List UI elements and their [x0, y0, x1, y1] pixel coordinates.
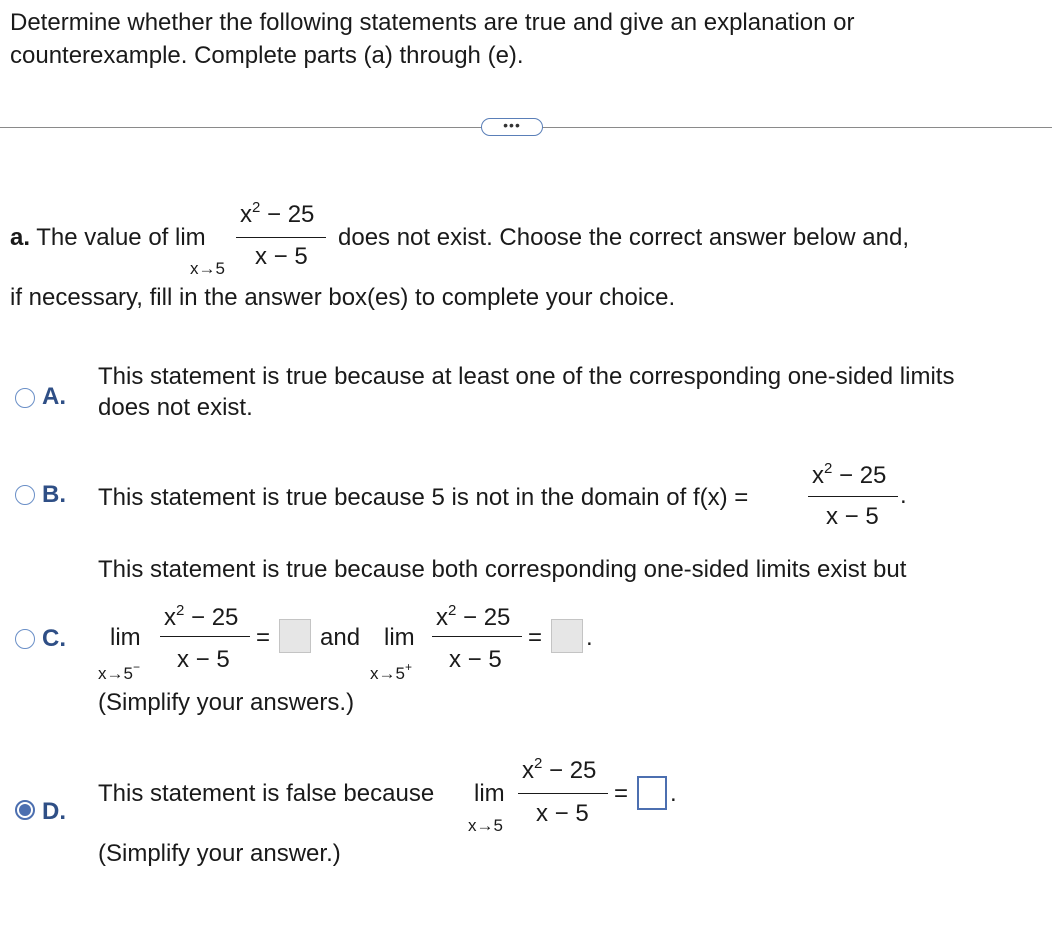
instructions-line-1: Determine whether the following statements are true and give an explanation or	[10, 9, 855, 36]
option-d-answer-box[interactable]	[637, 776, 667, 810]
option-d-fraction-bar	[518, 793, 608, 794]
part-a-lim: lim	[175, 224, 206, 251]
option-c-left-num-rest: − 25	[191, 604, 239, 631]
option-d-lim: lim	[474, 780, 505, 807]
option-c-right-approach-text: x→5	[370, 664, 405, 683]
option-c-left-approach	[98, 660, 140, 689]
option-d-approach: x→5	[468, 816, 503, 835]
option-c-left-num-base: x	[164, 604, 176, 631]
option-c-left-approach-sup: −	[132, 660, 140, 674]
option-d-numerator	[522, 757, 596, 788]
option-d-end: .	[670, 780, 677, 807]
part-a-prefix	[10, 224, 206, 252]
option-d-denominator: x − 5	[536, 800, 589, 827]
option-a-letter[interactable]: A.	[42, 383, 66, 410]
option-c-line-1[interactable]: This statement is true because both corresponding one-sided limits exist but	[98, 556, 907, 583]
option-c-end: .	[586, 624, 593, 651]
option-d-radio[interactable]	[15, 800, 35, 820]
option-d-text[interactable]: This statement is false because	[98, 780, 435, 807]
option-c-right-lim: lim	[384, 624, 415, 651]
option-d-num-rest: − 25	[549, 757, 597, 784]
part-a-approach: x→5	[190, 259, 225, 278]
option-c-left-answer-box[interactable]	[279, 619, 311, 653]
option-a-radio[interactable]	[15, 388, 35, 408]
option-b-text[interactable]: This statement is true because 5 is not in the domain of f(x) =	[98, 484, 749, 511]
option-d-num-exp: 2	[534, 755, 543, 772]
option-c-left-equals: =	[256, 624, 271, 651]
option-b-letter[interactable]: B.	[42, 481, 66, 508]
option-c-and: and	[320, 624, 361, 651]
option-c-right-answer-box[interactable]	[551, 619, 583, 653]
option-c-letter[interactable]: C.	[42, 625, 66, 652]
instructions-line-2: counterexample. Complete parts (a) through (e).	[10, 42, 524, 69]
option-d-equals: =	[614, 780, 629, 807]
option-b-numerator	[812, 462, 886, 493]
option-c-right-approach	[370, 660, 412, 689]
option-b-radio[interactable]	[15, 485, 35, 505]
option-b-num-rest: − 25	[839, 462, 887, 489]
part-a-numerator	[240, 201, 314, 232]
option-c-left-numerator	[164, 604, 238, 635]
option-c-radio[interactable]	[15, 629, 35, 649]
option-a-line-2[interactable]: does not exist.	[98, 394, 253, 421]
part-a-text-before: The value of	[36, 224, 169, 251]
option-d-simplify-note: (Simplify your answer.)	[98, 840, 341, 867]
option-c-right-approach-sup: +	[404, 660, 412, 674]
option-d-letter[interactable]: D.	[42, 798, 66, 825]
part-a-num-rest: − 25	[267, 201, 315, 228]
part-a-line-2: if necessary, fill in the answer box(es) to complete your choice.	[10, 284, 676, 311]
option-d-num-base: x	[522, 757, 534, 784]
part-a-fraction-bar	[236, 237, 326, 238]
option-a-line-1[interactable]: This statement is true because at least one of the corresponding one-sided limits	[98, 363, 955, 390]
option-c-left-lim: lim	[110, 624, 141, 651]
option-c-right-num-rest: − 25	[463, 604, 511, 631]
part-a-num-base: x	[240, 201, 252, 228]
option-c-right-numerator	[436, 604, 510, 635]
option-c-left-num-exp: 2	[176, 602, 185, 619]
part-a-label: a.	[10, 224, 31, 251]
option-c-simplify-note: (Simplify your answers.)	[98, 689, 355, 716]
more-options-button[interactable]	[481, 118, 543, 136]
option-c-left-approach-text: x→5	[98, 664, 133, 683]
option-c-right-num-exp: 2	[448, 602, 457, 619]
ellipsis-icon: •••	[503, 117, 521, 133]
option-b-num-base: x	[812, 462, 824, 489]
part-a-num-exp: 2	[252, 199, 261, 216]
option-b-end: .	[900, 482, 907, 509]
option-b-denominator: x − 5	[826, 503, 879, 530]
option-b-fraction-bar	[808, 496, 898, 497]
part-a-denominator: x − 5	[255, 243, 308, 270]
part-a-text-after: does not exist. Choose the correct answer below and,	[338, 224, 909, 251]
option-c-left-fraction-bar	[160, 636, 250, 637]
option-c-left-denominator: x − 5	[177, 646, 230, 673]
option-c-right-fraction-bar	[432, 636, 522, 637]
option-c-right-num-base: x	[436, 604, 448, 631]
option-c-right-equals: =	[528, 624, 543, 651]
option-b-num-exp: 2	[824, 460, 833, 477]
option-c-right-denominator: x − 5	[449, 646, 502, 673]
